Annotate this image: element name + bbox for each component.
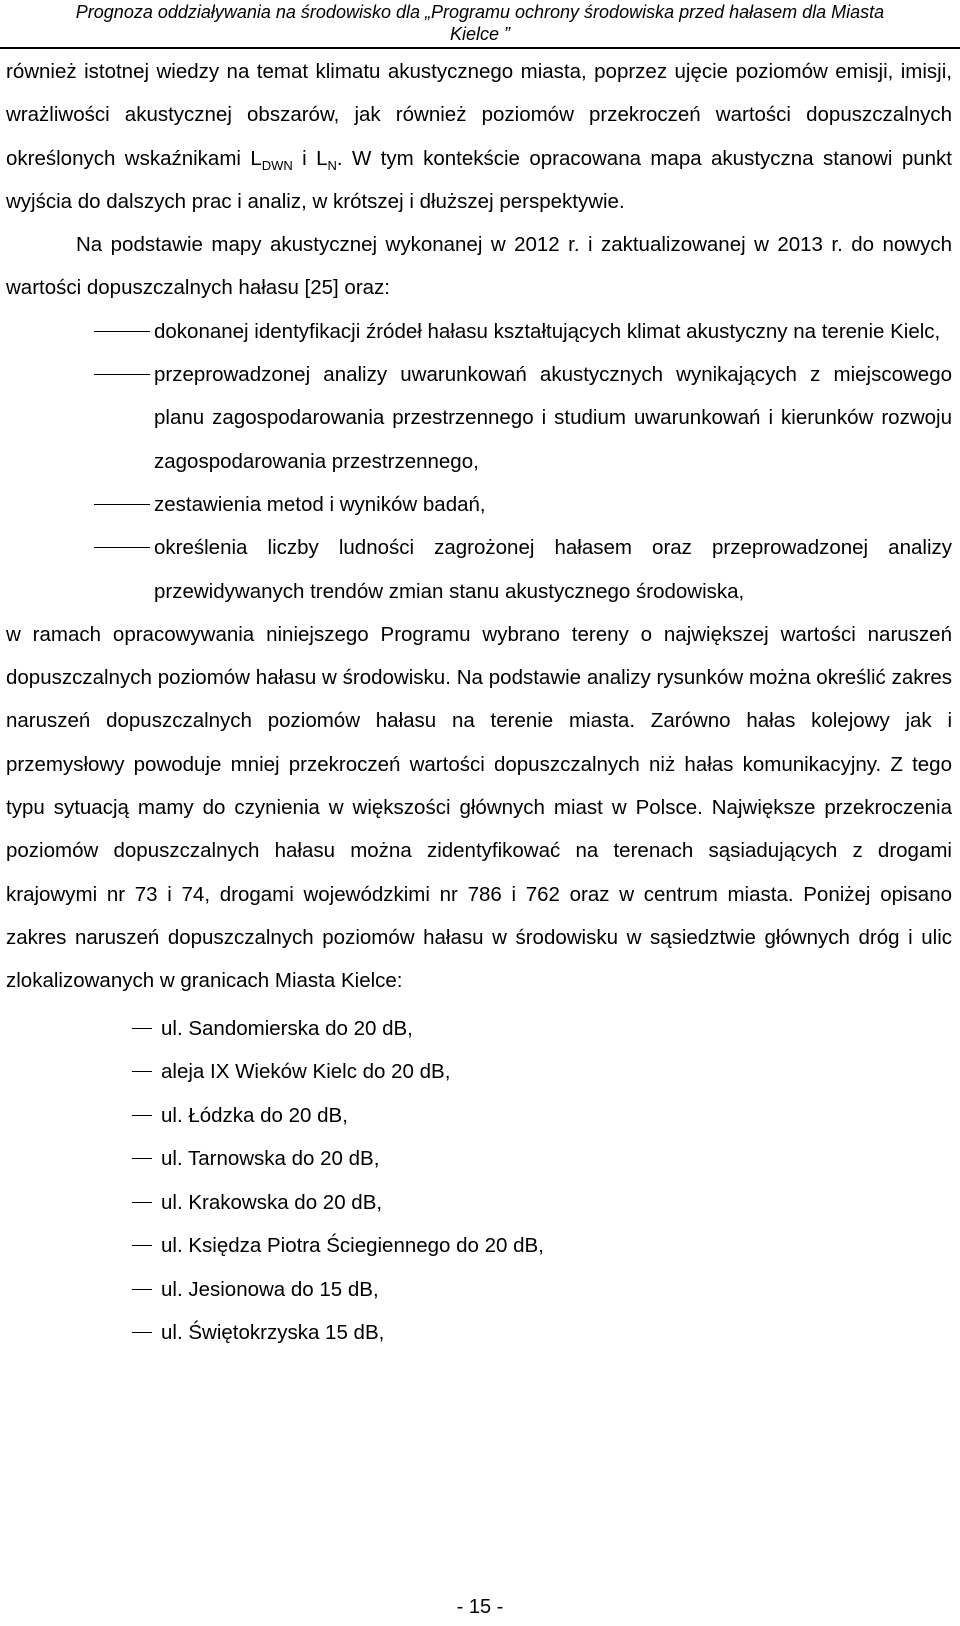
list-item: [6, 1224, 952, 1268]
list-item: [6, 483, 952, 526]
dash-bullet-icon: [132, 1158, 152, 1159]
dash-bullet-icon: [132, 1115, 152, 1116]
paragraph-intro: [6, 50, 952, 223]
dash-bullet-icon: [132, 1202, 152, 1203]
subscript-dwn: DWN: [261, 157, 293, 173]
dash-bullet-icon: [94, 331, 150, 332]
paragraph-findings: w ramach opracowywania niniejszego Programu wybrano tereny o największej wartości naruszeń dopuszczalnych poziomów hałasu w środowisku. Na podstawie analizy rysunków można określić zakres naruszeń dopuszczalnych poziomów hałasu na terenie miasta. Zarówno hałas kolejowy jak i przemysłowy powoduje mniej przekroczeń wartości dopuszczalnych niż hałas komunikacyjny. Z tego typu sytuacją mamy do czynienia w większości głównych miast w Polsce. Największe przekroczenia poziomów dopuszczalnych hałasu można zidentyfikować na terenach sąsiadujących z drogami krajowymi nr 73 i 74, drogami wojewódzkimi nr 786 i 762 oraz w centrum miasta. Poniżej opisano zakres naruszeń dopuszczalnych poziomów hałasu w środowisku w sąsiedztwie głównych dróg i ulic zlokalizowanych w granicach Miasta Kielce:: [6, 622, 952, 993]
list-item: [6, 1050, 952, 1094]
list-item-text: aleja IX Wieków Kielc do 20 dB,: [161, 1060, 451, 1084]
list-item: [6, 1268, 952, 1312]
list-item: [6, 353, 952, 483]
page-header: [0, 0, 960, 44]
list-item: [6, 1181, 952, 1225]
list-item-text: ul. Krakowska do 20 dB,: [161, 1190, 383, 1214]
list-item-text: ul. Tarnowska do 20 dB,: [161, 1147, 380, 1171]
list-item-text: ul. Sandomierska do 20 dB,: [161, 1016, 413, 1040]
subscript-n: N: [327, 157, 337, 173]
paragraph-intro-text-a: również istotnej wiedzy na temat klimatu akustycznego miasta, poprzez ujęcie poziomów emisji, imisji, wrażliwości akustycznej obszarów, jak również poziomów przekroczeń wartości dopuszczalnych określonych wskaźnikami L: [6, 60, 952, 170]
list-item-text: ul. Łódzka do 20 dB,: [161, 1103, 348, 1127]
dash-bullet-icon: [132, 1028, 152, 1029]
paragraph-intro-text-c: . W tym kontekście opracowana mapa akustyczna stanowi punkt wyjścia do dalszych prac i analiz, w krótszej i dłuższej perspektywie.: [6, 146, 952, 213]
streets-list: [6, 1007, 952, 1355]
list-item-text: przeprowadzonej analizy uwarunkowań akustycznych wynikających z miejscowego planu zagospodarowania przestrzennego i studium uwarunkowań i kierunków rozwoju zagospodarowania przestrzennego,: [154, 363, 952, 473]
dash-bullet-icon: [132, 1245, 152, 1246]
list-item-text: ul. Księdza Piotra Ściegiennego do 20 dB,: [161, 1234, 544, 1258]
list-item: [6, 1094, 952, 1138]
list-item-text: zestawienia metod i wyników badań,: [154, 492, 486, 516]
paragraph-intro-text-b: i L: [292, 146, 328, 170]
dash-bullet-icon: [132, 1071, 152, 1072]
dash-bullet-icon: [132, 1332, 152, 1333]
analysis-list: [6, 310, 952, 613]
list-item: [6, 310, 952, 353]
list-item: [6, 526, 952, 613]
page-number: - 15 -: [456, 1596, 504, 1618]
list-item-text: ul. Jesionowa do 15 dB,: [161, 1277, 379, 1301]
dash-bullet-icon: [94, 547, 150, 548]
list-item-text: określenia liczby ludności zagrożonej hałasem oraz przeprowadzonej analizy przewidywanych trendów zmian stanu akustycznego środowiska,: [154, 536, 952, 603]
list-item-text: dokonanej identyfikacji źródeł hałasu kształtujących klimat akustyczny na terenie Kielc,: [154, 319, 941, 343]
list-item: [6, 1137, 952, 1181]
header-divider: [0, 47, 960, 49]
dash-bullet-icon: [132, 1289, 152, 1290]
paragraph-basis: Na podstawie mapy akustycznej wykonanej w 2012 r. i zaktualizowanej w 2013 r. do nowych wartości dopuszczalnych hałasu [25] oraz:: [6, 233, 952, 300]
header-title-line-1: Prognoza oddziaływania na środowisko dla „Programu ochrony środowiska przed hałasem dla Miasta: [75, 2, 885, 22]
list-item: [6, 1007, 952, 1051]
header-title-line-2: Kielce ”: [449, 24, 511, 44]
dash-bullet-icon: [94, 374, 150, 375]
document-body: [6, 50, 952, 1355]
list-item-text: ul. Świętokrzyska 15 dB,: [161, 1321, 385, 1345]
dash-bullet-icon: [94, 504, 150, 505]
list-item: [6, 1311, 952, 1355]
